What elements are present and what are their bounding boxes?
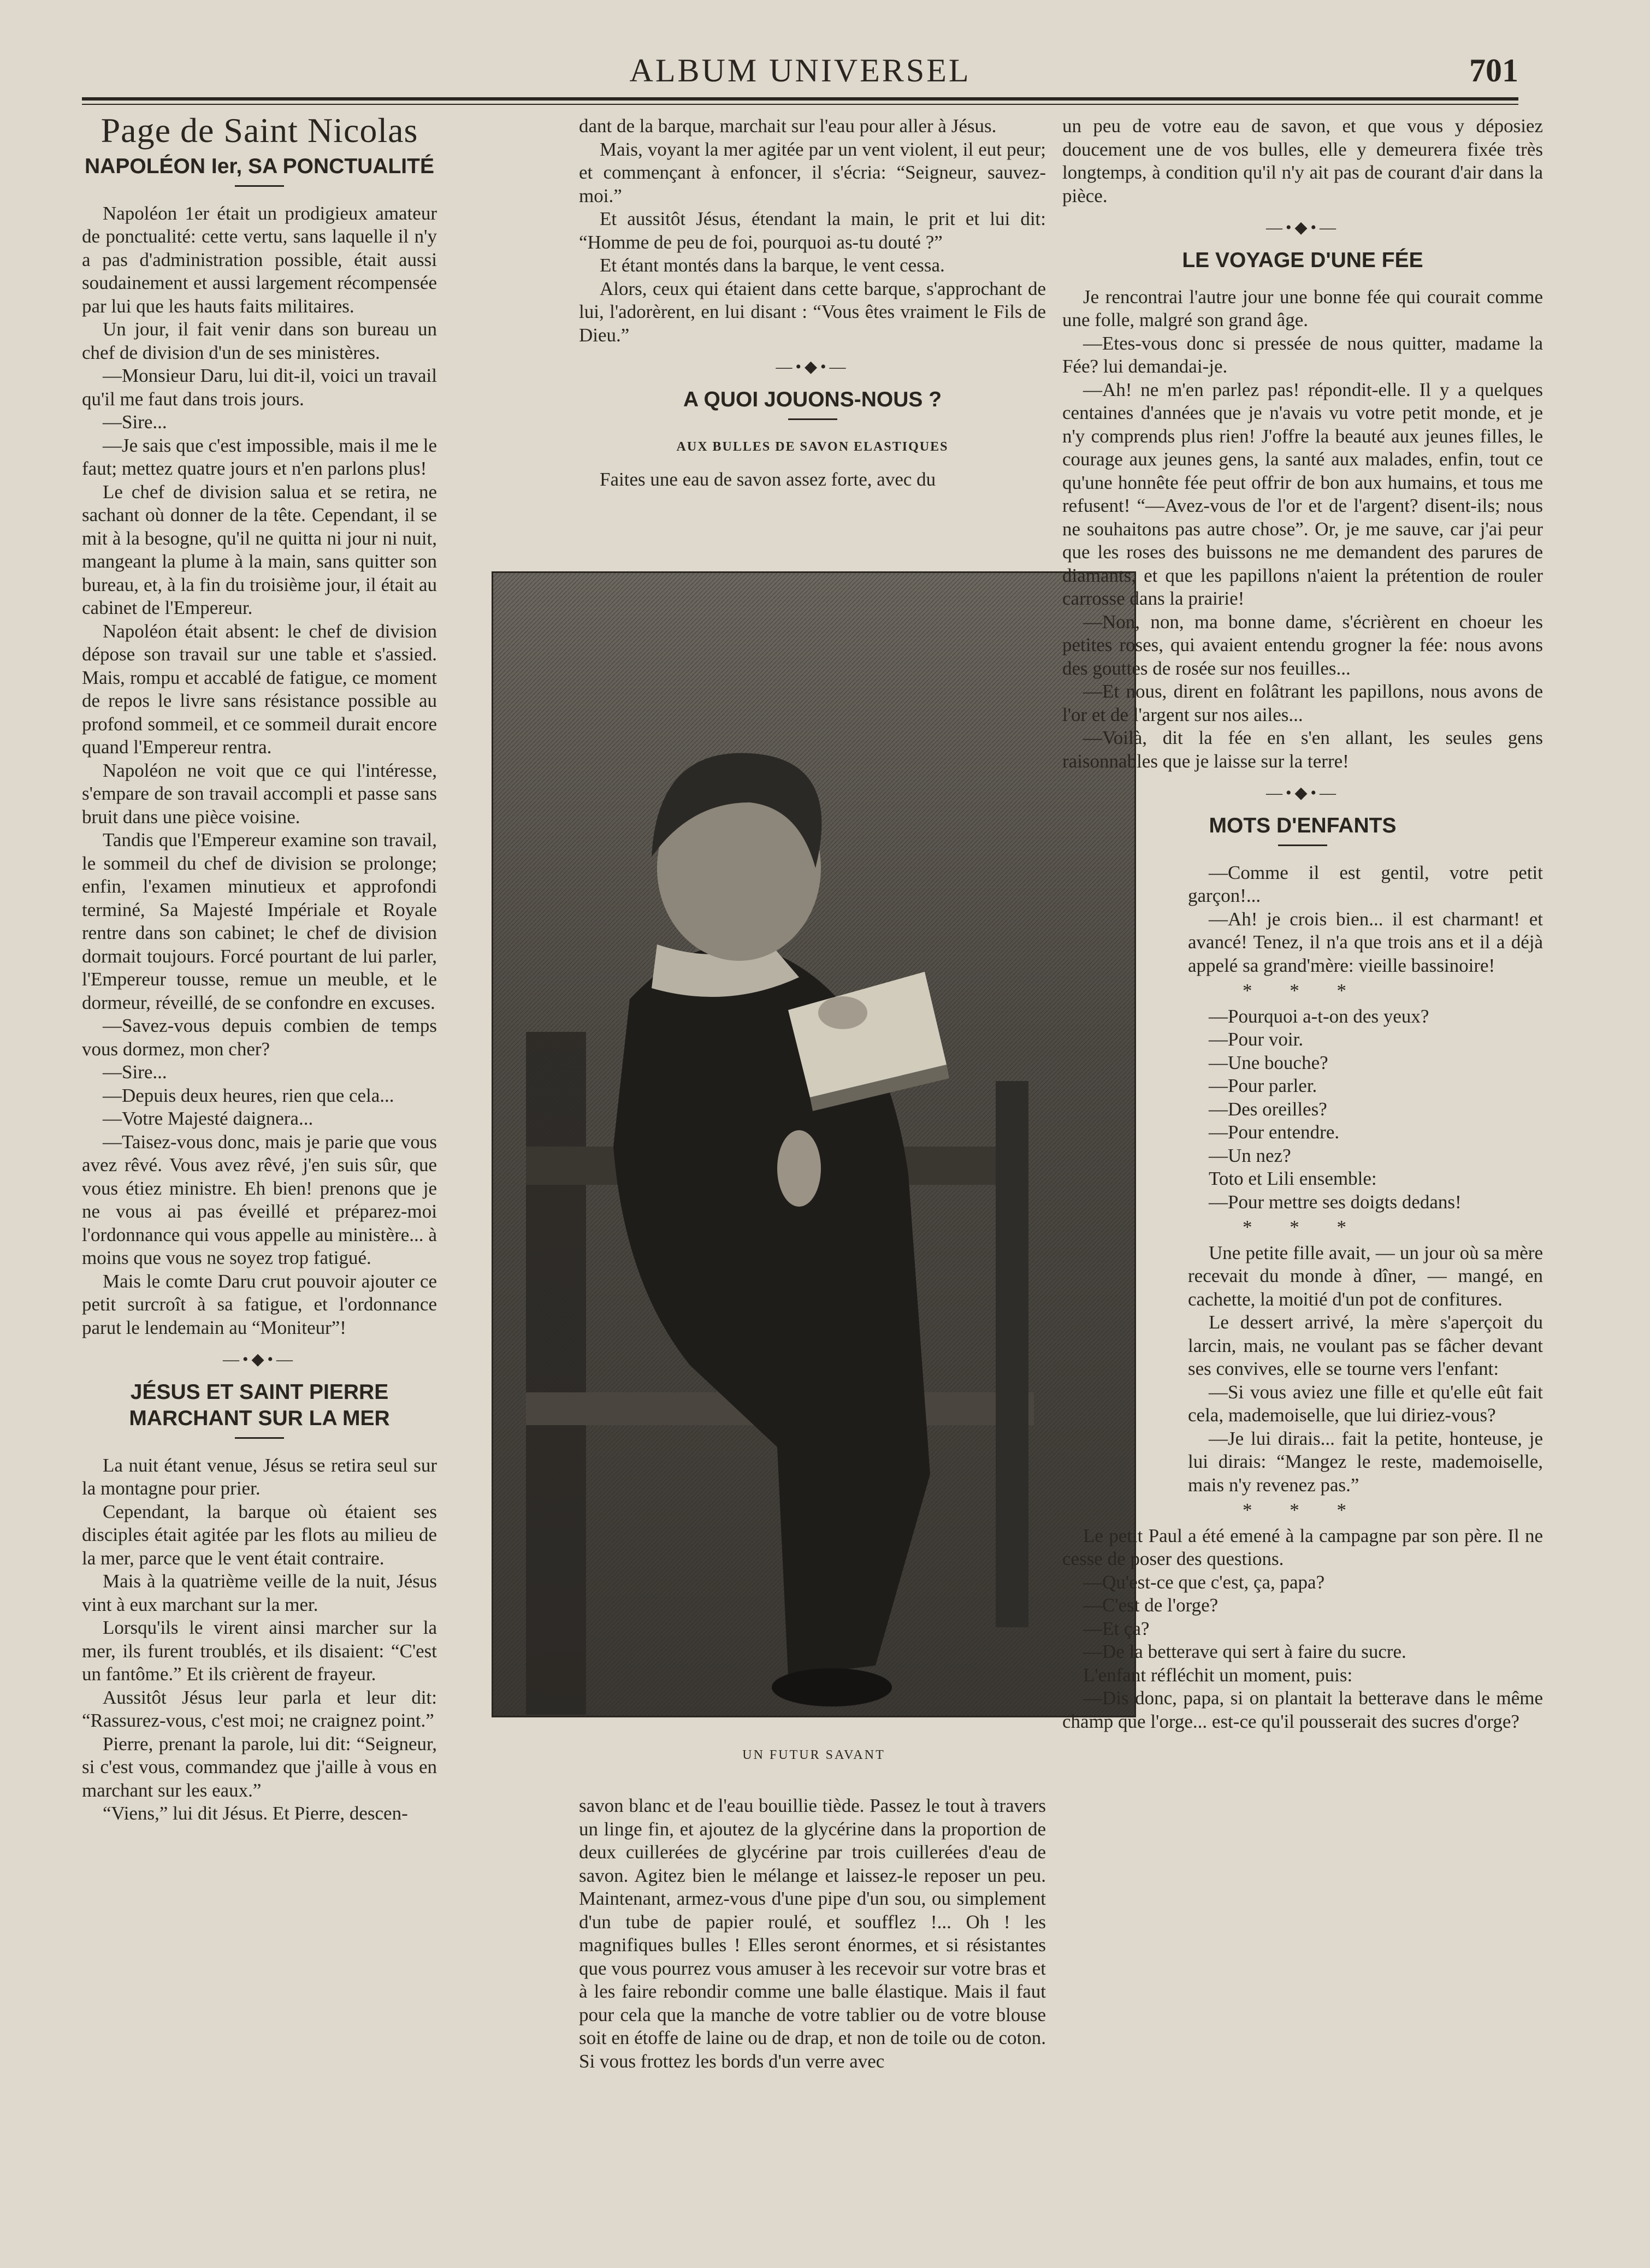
- illustration-boy-reading: [492, 571, 1136, 1717]
- kids-sayings-4: [1062, 1525, 1543, 1734]
- paragraph: —Savez-vous depuis combien de temps vous dormez, mon cher?: [82, 1015, 437, 1060]
- paragraph: Alors, ceux qui étaient dans cette barque, s'approchant de lui, l'adorèrent, en lui disant : “Vous êtes vraiment le Fils de Dieu.”: [579, 277, 1046, 346]
- separator-stars: * * *: [1243, 980, 1363, 1001]
- paragraph: Pierre, prenant la parole, lui dit: “Seigneur, si c'est vous, commandez que j'aille à vous en marchant sur les eaux.”: [82, 1733, 437, 1801]
- paragraph: Et aussitôt Jésus, étendant la main, le prit et lui dit: “Homme de peu de foi, pourquoi as-tu douté ?”: [579, 208, 1046, 253]
- napoleon-heading: NAPOLÉON Ier, SA PONCTUALITÉ: [85, 154, 434, 178]
- divider: [235, 1437, 284, 1439]
- paragraph: Napoléon était absent: le chef de division dépose son travail sur une table et s'assied. Mais, rompu et accablé de fatigue, ce moment de repos le livre sans résistance possible au profond sommeil, et ce sommeil durait encore quand l'Empereur rentra.: [82, 620, 437, 758]
- ornament-divider: —•◆•—: [222, 1350, 297, 1368]
- kids-sayings-3: [1188, 1242, 1543, 1497]
- paragraph: —Et nous, dirent en folâtrant les papillons, nous avons de l'or et de l'argent sur nos ailes...: [1062, 681, 1543, 725]
- paragraph: Aussitôt Jésus leur parla et leur dit: “Rassurez-vous, c'est moi; ne craignez point.”: [82, 1686, 437, 1731]
- ornament-divider: —•◆•—: [1265, 218, 1340, 237]
- jesus-story: [82, 1454, 437, 1826]
- paragraph: —Pour mettre ses doigts dedans!: [1209, 1191, 1462, 1213]
- page-header: [82, 52, 1518, 96]
- games-heading: A QUOI JOUONS-NOUS ?: [683, 387, 942, 411]
- paragraph: Le petit Paul a été emené à la campagne par son père. Il ne cesse de poser des questions.: [1062, 1525, 1543, 1569]
- paragraph: Toto et Lili ensemble:: [1209, 1168, 1377, 1189]
- paragraph: —Une bouche?: [1209, 1052, 1328, 1073]
- ornament-divider: —•◆•—: [1265, 784, 1340, 802]
- ornament-divider: —•◆•—: [776, 358, 849, 376]
- separator-stars: * * *: [1243, 1216, 1363, 1238]
- paragraph: Lorsqu'ils le virent ainsi marcher sur la mer, ils furent troublés, et ils disaient: “C'est un fantôme.” Et ils crièrent de frayeur.: [82, 1617, 437, 1685]
- illustration-caption: UN FUTUR SAVANT: [742, 1748, 885, 1762]
- paragraph: —De la betterave qui sert à faire du sucre.: [1083, 1641, 1406, 1662]
- paragraph: Mais à la quatrième veille de la nuit, Jésus vint à eux marchant sur la mer.: [82, 1570, 437, 1615]
- divider: [1278, 844, 1327, 846]
- paragraph: —Pour voir.: [1209, 1029, 1304, 1050]
- header-rule-thick: [82, 97, 1518, 101]
- fairy-heading: LE VOYAGE D'UNE FÉE: [1182, 248, 1423, 272]
- paragraph: un peu de votre eau de savon, et que vous y déposiez doucement une de vos bulles, elle y demeurera fixée très longtemps, à condition qu'il n'y ait pas de courant d'air dans la pièce.: [1062, 115, 1543, 206]
- paragraph: —Depuis deux heures, rien que cela...: [103, 1084, 394, 1106]
- paragraph: “Viens,” lui dit Jésus. Et Pierre, descen-: [103, 1803, 408, 1824]
- jesus-heading: JÉSUS ET SAINT PIERRE MARCHANT SUR LA MER: [129, 1380, 390, 1430]
- paragraph: —Pourquoi a-t-on des yeux?: [1209, 1005, 1429, 1027]
- section-banner: Page de Saint Nicolas: [100, 111, 418, 150]
- column-3: [1062, 115, 1543, 1733]
- column-1: [82, 111, 437, 1826]
- column-2: [579, 115, 1046, 492]
- paragraph: —Si vous aviez une fille et qu'elle eût fait cela, mademoiselle, que lui diriez-vous?: [1188, 1381, 1543, 1426]
- fairy-story: [1062, 286, 1543, 773]
- kids-sayings-heading: MOTS D'ENFANTS: [1209, 813, 1397, 837]
- paragraph: —Je sais que c'est impossible, mais il me le faut; mettez quatre jours et n'en parlons plus!: [82, 434, 437, 479]
- page-number: 701: [1469, 52, 1518, 88]
- paragraph: —Taisez-vous donc, mais je parie que vous avez rêvé. Vous avez rêvé, j'en suis sûr, que vous étiez ministre. Eh bien! prenons que je ne vous ai pas éveillé et préparez-moi l'ordonnance qui vous appelle au ministère... à moins que vous ne soyez trop fatigué.: [82, 1131, 437, 1268]
- paragraph: savon blanc et de l'eau bouillie tiède. Passez le tout à travers un linge fin, et ajoutez de la glycérine dans la proportion de deux cuillerées de glycérine par trois cuillerées d'eau de savon. Agitez bien le mélange et laissez-le reposer un peu. Maintenant, armez-vous d'une pipe d'un sou, ou simplement d'un tube de papier roulé, et soufflez !... Oh ! les magnifiques bulles ! Elles seront énormes, et si résistantes que vous pourrez vous amuser à les recevoir sur votre bras et à les faire rebondir comme une balle élastique. Mais il faut pour cela que la manche de votre tablier ou de votre blouse soit en étoffe de laine ou de drap, et non de toile ou de coton. Si vous frottez les bords d'un verre avec: [579, 1795, 1046, 2072]
- paragraph: Le dessert arrivé, la mère s'aperçoit du larcin, mais, ne voulant pas se fâcher devant ses convives, elle se tourne vers l'enfant:: [1188, 1312, 1543, 1379]
- paragraph: —Ah! je crois bien... il est charmant! et avancé! Tenez, il n'a que trois ans et il a déjà appelé sa grand'mère: vieille bassinoire!: [1188, 908, 1543, 976]
- paragraph: —Un nez?: [1209, 1144, 1291, 1166]
- paragraph: —Dis donc, papa, si on plantait la betterave dans le même champ que l'orge... est-ce qu'il pousserait des sucres d'orge?: [1062, 1687, 1543, 1732]
- paragraph: dant de la barque, marchait sur l'eau pour aller à Jésus.: [579, 115, 997, 137]
- paragraph: Mais le comte Daru crut pouvoir ajouter ce petit surcroît à sa fatigue, et l'ordonnance parut le lendemain au “Moniteur”!: [82, 1270, 437, 1338]
- column-2-continued: [579, 1794, 1046, 2073]
- paragraph: Tandis que l'Empereur examine son travail, le sommeil du chef de division se prolonge; enfin, l'examen minutieux et approfondi terminé, Sa Majesté Impériale et Royale rentre dans son cabinet; le chef de division dormait toujours. Forcé pourtant de lui parler, l'Empereur tousse, remue un meuble, et le dormeur, réveillé, de se confondre en excuses.: [82, 829, 437, 1013]
- paragraph: —Je lui dirais... fait la petite, honteuse, je lui dirais: “Mangez le reste, mademoiselle, mais n'y revenez pas.”: [1188, 1427, 1543, 1496]
- paragraph: —Non, non, ma bonne dame, s'écrièrent en choeur les petites roses, qui avaient entendu grogner la fée: nous avons des gouttes de rosée sur nos feuilles...: [1062, 611, 1543, 679]
- paragraph: —Monsieur Daru, lui dit-il, voici un travail qu'il me faut dans trois jours.: [82, 365, 437, 410]
- napoleon-story: [82, 202, 437, 1340]
- paragraph: Je rencontrai l'autre jour une bonne fée qui courait comme une folle, malgré son grand âge.: [1062, 286, 1543, 330]
- paragraph: Napoléon ne voit que ce qui l'intéresse, s'empare de son travail accompli et passe sans bruit dans une pièce voisine.: [82, 759, 437, 828]
- paragraph: —Sire...: [103, 411, 167, 433]
- paragraph: —Pour parler.: [1209, 1075, 1317, 1096]
- paragraph: Le chef de division salua et se retira, ne sachant où donner de la tête. Cependant, il se mit à la besogne, qu'il ne quitta ni jour ni nuit, mangeant la plume à la main, sans quitter son bureau, et, à la fin du troisième jour, il était au cabinet de l'Empereur.: [82, 481, 437, 618]
- paragraph: —Sire...: [103, 1061, 167, 1083]
- paragraph: La nuit étant venue, Jésus se retira seul sur la montagne pour prier.: [82, 1454, 437, 1499]
- kids-sayings-1: [1188, 861, 1543, 978]
- spacer: [1062, 274, 1543, 286]
- publication-title: ALBUM UNIVERSEL: [629, 52, 971, 88]
- paragraph: Napoléon 1er était un prodigieux amateur de ponctualité: cette vertu, sans laquelle il n'y a pas d'administration possible, était aussi soudainement et aussi largement récompensée par lui que les hauts faits militaires.: [82, 202, 437, 317]
- paragraph: Une petite fille avait, — un jour où sa mère recevait du monde à dîner, — mangé, en cachette, la moitié d'un pot de confitures.: [1188, 1242, 1543, 1310]
- paragraph: —Votre Majesté daignera...: [103, 1108, 314, 1129]
- paragraph: Cependant, la barque où étaient ses disciples était agitée par les flots au milieu de la mer, parce que le vent était contraire.: [82, 1501, 437, 1569]
- paragraph: —Des oreilles?: [1209, 1098, 1327, 1120]
- paragraph: Et étant montés dans la barque, le vent cessa.: [600, 255, 945, 276]
- paragraph: —C'est de l'orge?: [1083, 1594, 1219, 1616]
- engraving-image: [493, 573, 1134, 1716]
- separator-stars: * * *: [1243, 1499, 1363, 1521]
- paragraph: —Pour entendre.: [1209, 1121, 1340, 1143]
- paragraph: —Comme il est gentil, votre petit garçon!...: [1188, 861, 1543, 906]
- header-rule-thin: [82, 104, 1518, 105]
- paragraph: Mais, voyant la mer agitée par un vent violent, il eut peur; et commençant à enfoncer, il s'écria: “Seigneur, sauvez-moi.”: [579, 138, 1046, 206]
- divider: [788, 418, 837, 420]
- paragraph: —Etes-vous donc si pressée de nous quitter, madame la Fée? lui demandai-je.: [1062, 332, 1543, 377]
- paragraph: Un jour, il fait venir dans son bureau un chef de division d'un de ses ministères.: [82, 318, 437, 363]
- paragraph: —Qu'est-ce que c'est, ça, papa?: [1083, 1571, 1325, 1593]
- paragraph: —Et ça?: [1083, 1617, 1150, 1639]
- kids-sayings-2: [1188, 1005, 1543, 1214]
- games-subheading: AUX BULLES DE SAVON ELASTIQUES: [676, 439, 949, 454]
- paragraph: L'enfant réfléchit un moment, puis:: [1083, 1664, 1353, 1686]
- divider: [235, 185, 284, 187]
- paragraph: Faites une eau de savon assez forte, avec du: [600, 469, 936, 490]
- paragraph: —Voilà, dit la fée en s'en allant, les seules gens raisonnables que je laisse sur la terre!: [1062, 727, 1543, 772]
- paragraph: —Ah! ne m'en parlez pas! répondit-elle. Il y a quelques centaines d'années que je n'avais vu votre petit monde, et je n'y comprends plus rien! J'offre la beauté aux jeunes filles, le courage aux jeunes gens, la santé aux malades, enfin, tout ce qu'une honnête fée peut offrir de bon aux humains, et tous me refusent! “—Avez-vous de l'or et de l'argent? disent-ils; nous ne souhaitons pas autre chose”. Or, je me sauve, car j'ai peur que les roses des buissons ne me demandent des parures de diamants, et que les papillons n'aient la prétention de rouler carrosse dans la prairie!: [1062, 379, 1543, 609]
